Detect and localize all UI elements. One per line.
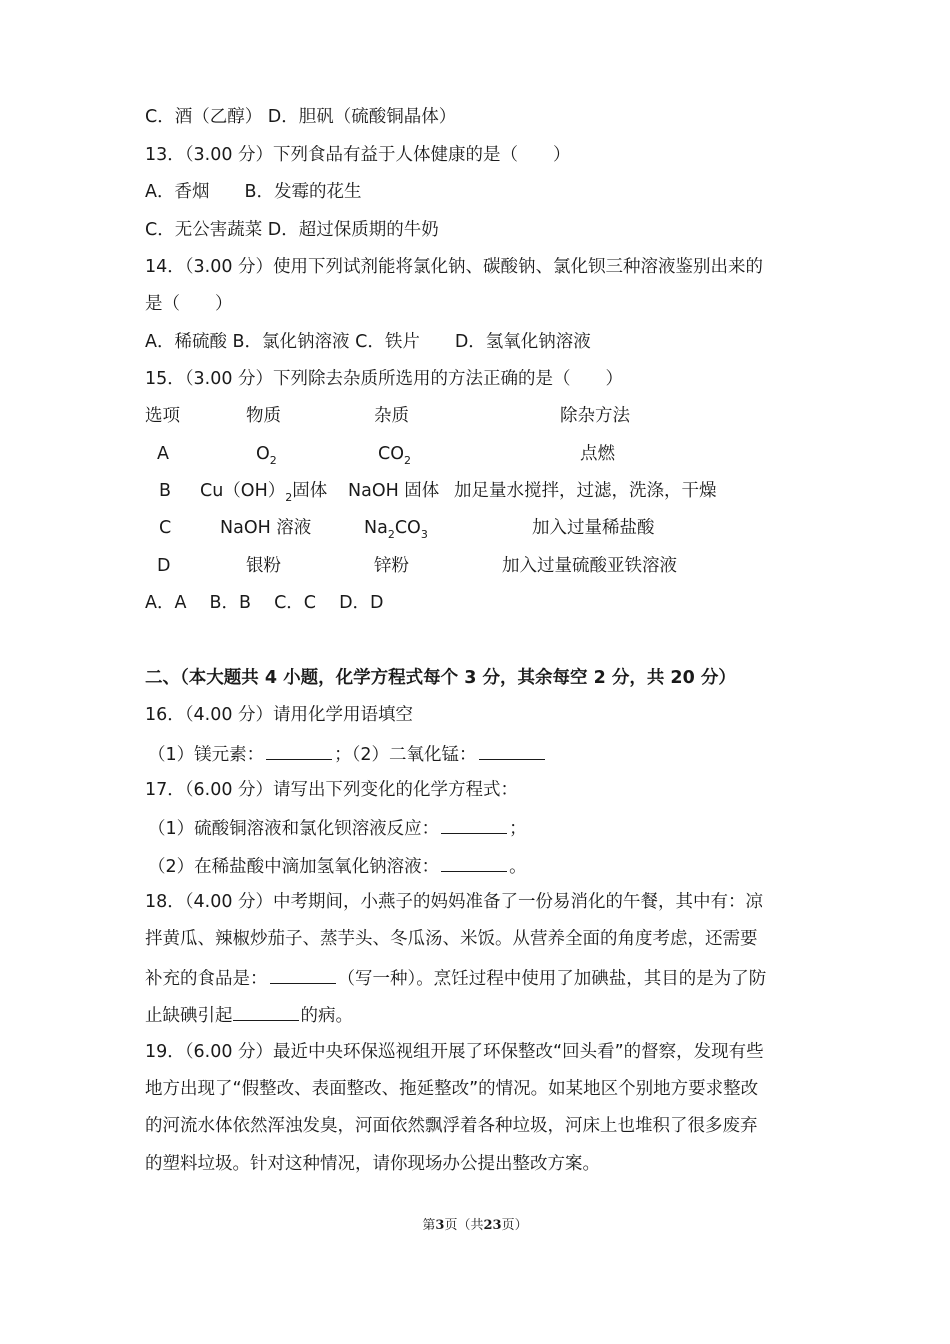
table-row-a-impurity: $CO_2$ xyxy=(378,444,411,467)
table-header-substance: 物质 xyxy=(246,406,281,426)
table-header-option: 选项 xyxy=(145,406,180,426)
q14-stem-line2: 是（ ） xyxy=(145,294,233,314)
page-number: 3 xyxy=(435,1218,445,1233)
answer-blank[interactable] xyxy=(233,1002,299,1021)
answer-blank[interactable] xyxy=(441,853,507,872)
table-header-method: 除杂方法 xyxy=(560,406,630,426)
q13-options-ab: A．香烟 B．发霉的花生 xyxy=(145,182,362,202)
table-row-b-method: 加足量水搅拌，过滤，洗涤，干燥 xyxy=(454,481,717,501)
q18-line1: 18．（4.00 分）中考期间，小燕子的妈妈准备了一份易消化的午餐，其中有：凉 xyxy=(145,892,764,912)
q18-line3: 补充的食品是： （写一种）。烹饪过程中使用了加碘盐，其目的是为了防 xyxy=(145,965,766,991)
section-2-heading: 二、（本大题共 4 小题，化学方程式每个 3 分，其余每空 2 分，共 20 分） xyxy=(145,668,736,688)
q19-line1: 19．（6.00 分）最近中央环保巡视组开展了环保整改“回头看”的督察，发现有些 xyxy=(145,1042,764,1062)
answer-blank[interactable] xyxy=(479,741,545,760)
q17-part1: （1）硫酸铜溶液和氯化钡溶液反应： ； xyxy=(148,815,527,841)
q12-options-tail: C．酒（乙醇） D．胆矾（硫酸铜晶体） xyxy=(145,107,457,127)
q14-stem-line1: 14．（3.00 分）使用下列试剂能将氯化钠、碳酸钠、氯化钡三种溶液鉴别出来的 xyxy=(145,257,764,277)
answer-blank[interactable] xyxy=(270,965,336,984)
page-total: 23 xyxy=(483,1218,502,1233)
q18-line4: 止缺碘引起 的病。 xyxy=(145,1002,353,1028)
table-row-b-impurity: NaOH 固体 xyxy=(348,481,440,501)
table-row-c-option: C xyxy=(159,518,172,538)
q19-line2: 地方出现了“假整改、表面整改、拖延整改”的情况。如某地区个别地方要求整改 xyxy=(145,1079,759,1099)
q16-parts: （1）镁元素： ；（2）二氧化锰： xyxy=(148,741,547,767)
q17-part2: （2）在稀盐酸中滴加氢氧化钠溶液： 。 xyxy=(148,853,527,879)
q16-stem: 16．（4.00 分）请用化学用语填空 xyxy=(145,705,414,725)
q15-stem: 15．（3.00 分）下列除去杂质所选用的方法正确的是（ ） xyxy=(145,369,624,389)
table-row-a-option: A xyxy=(157,444,169,464)
table-row-c-method: 加入过量稀盐酸 xyxy=(532,518,655,538)
table-row-d-substance: 银粉 xyxy=(246,556,281,576)
table-row-b-option: B xyxy=(159,481,172,501)
q19-line3: 的河流水体依然浑浊发臭，河面依然飘浮着各种垃圾，河床上也堆积了很多废弃 xyxy=(145,1116,758,1136)
table-row-b-substance: $Cu(OH)_2$固体 xyxy=(200,481,328,504)
q13-stem: 13．（3.00 分）下列食品有益于人体健康的是（ ） xyxy=(145,145,571,165)
table-header-impurity: 杂质 xyxy=(374,406,409,426)
table-row-d-option: D xyxy=(157,556,171,576)
table-row-c-impurity: $Na_2CO_3$ xyxy=(364,518,428,541)
q14-options: A．稀硫酸 B．氯化钠溶液 C．铁片 D．氢氧化钠溶液 xyxy=(145,332,591,352)
page-footer: 第3页（共23页） xyxy=(422,1218,528,1233)
table-row-c-substance: NaOH 溶液 xyxy=(220,518,312,538)
q13-options-cd: C．无公害蔬菜 D．超过保质期的牛奶 xyxy=(145,220,439,240)
answer-blank[interactable] xyxy=(266,741,332,760)
q17-stem: 17．（6.00 分）请写出下列变化的化学方程式： xyxy=(145,780,519,800)
q19-line4: 的塑料垃圾。针对这种情况，请你现场办公提出整改方案。 xyxy=(145,1154,600,1174)
table-row-a-substance: $O_2$ xyxy=(256,444,277,467)
table-row-a-method: 点燃 xyxy=(580,444,615,464)
q15-options: A．A B．B C．C D．D xyxy=(145,593,384,613)
table-row-d-method: 加入过量硫酸亚铁溶液 xyxy=(502,556,677,576)
answer-blank[interactable] xyxy=(441,815,507,834)
table-row-d-impurity: 锌粉 xyxy=(374,556,409,576)
q18-line2: 拌黄瓜、辣椒炒茄子、蒸芋头、冬瓜汤、米饭。从营养全面的角度考虑，还需要 xyxy=(145,929,758,949)
